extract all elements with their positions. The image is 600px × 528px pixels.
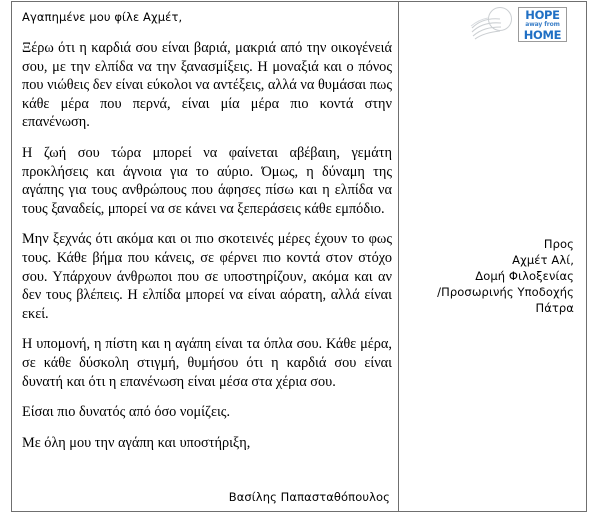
address-line-3: Δομή Φιλοξενίας: [475, 268, 574, 283]
address-block: [407, 236, 576, 316]
stamp-subtitle-awayfrom: away from: [525, 20, 560, 28]
address-line-1: Προς: [543, 236, 574, 251]
letter-column: [12, 2, 398, 511]
letter-paragraph-5: Είσαι πιο δυνατός από όσο νομίζεις.: [22, 404, 231, 421]
stamp-title-hope: HOPE: [525, 7, 560, 22]
stamp-title-home: HOME: [523, 27, 562, 42]
address-column: [399, 2, 586, 511]
hope-away-from-home-stamp: [518, 7, 567, 42]
postmark-icon: [470, 6, 518, 44]
address-line-4: /Προσωρινής Υποδοχής: [437, 284, 574, 299]
address-line-5: Πάτρα: [535, 300, 574, 315]
postcard: [11, 1, 587, 512]
letter-greeting: Αγαπημένε μου φίλε Αχμέτ,: [22, 10, 183, 24]
letter-paragraph-4: Η υπομονή, η πίστη και η αγάπη είναι τα όπλα σου. Κάθε μέρα, σε κάθε δύσκολη στιγμή, θυμήσου ότι η καρδιά σου είναι δυνατή και ότι η επανένωση είναι μέσα στα χέρια σου.: [22, 336, 392, 390]
letter-paragraph-1: Ξέρω ότι η καρδιά σου είναι βαριά, μακριά από την οικογένειά σου, με την ελπίδα να την ξανασμίξεις. Η μοναξιά και ο πόνος που νιώθεις δεν είναι εύκολοι να αντέξεις, αλλά να θυμάσαι πως κάθε μέρα που περνά, είναι μία μέρα πιο κοντά στην επανένωση.: [22, 40, 392, 131]
letter-spacer: [22, 464, 392, 490]
address-line-2: Αχμέτ Αλί,: [512, 252, 574, 267]
letter-signature: Βασίλης Παπασταθόπουλος: [228, 490, 390, 504]
letter-paragraph-3: Μην ξεχνάς ότι ακόμα και οι πιο σκοτεινές μέρες έχουν το φως τους. Κάθε βήμα που κάνεις, σε φέρνει πιο κοντά στον στόχο σου. Υπάρχουν άνθρωποι που σε υποστηρίζουν, ακόμα και αν δεν τους βλέπεις. Η ελπίδα μπορεί να είναι αόρατη, αλλά είναι εκεί.: [22, 231, 392, 322]
letter-closing: Με όλη μου την αγάπη και υποστήριξη,: [22, 434, 251, 451]
letter-paragraph-2: Η ζωή σου τώρα μπορεί να φαίνεται αβέβαιη, γεμάτη προκλήσεις και άγνοια για το αύριο. Όμως, η δύναμη της αγάπης για τους ανθρώπους που άφησες πίσω και η ελπίδα να τους ξαναδείς, μπορεί να σε κάνει να ξεπεράσεις κάθε εμπόδιο.: [22, 144, 392, 217]
stamp-area: [407, 6, 576, 46]
